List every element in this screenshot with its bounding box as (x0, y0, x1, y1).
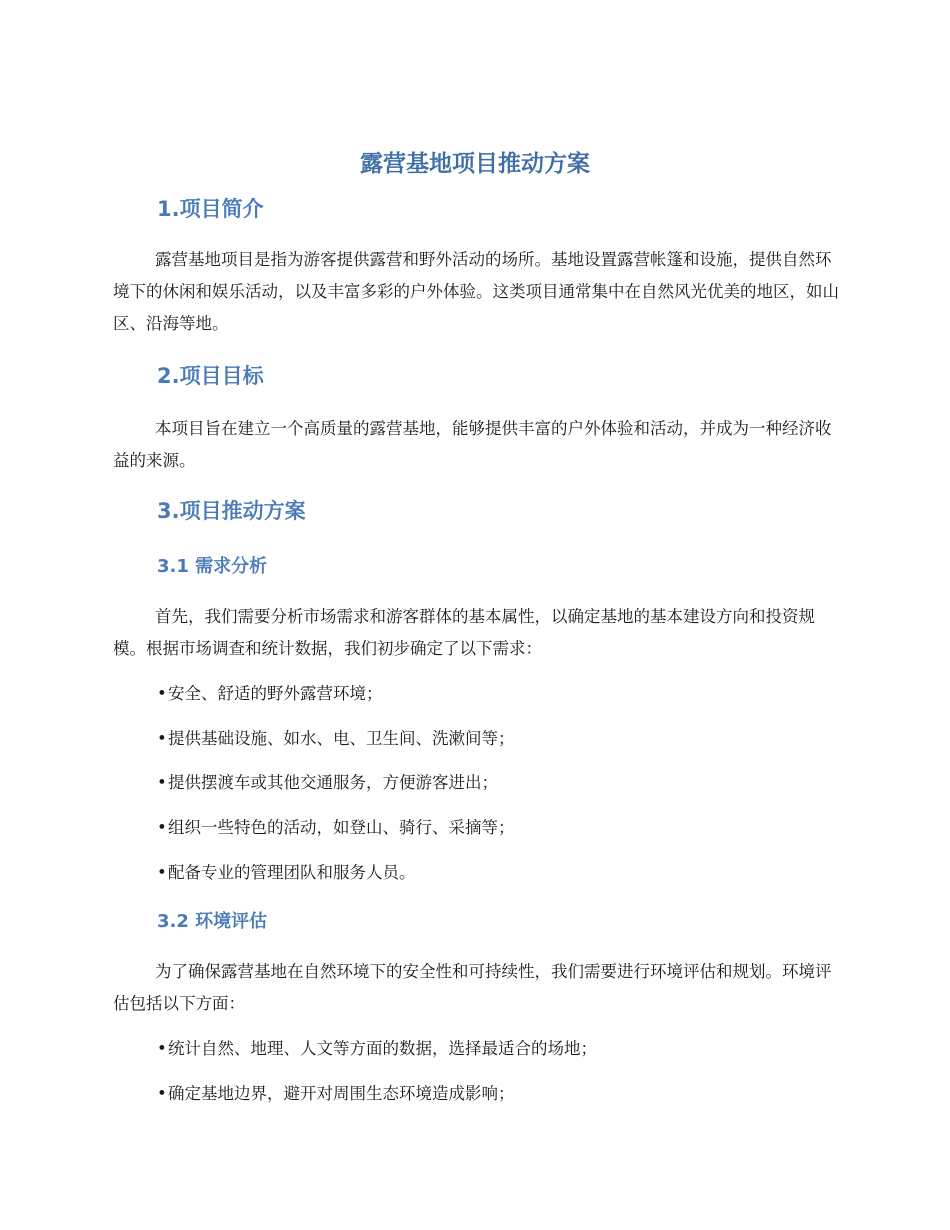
goal-paragraph: 本项目旨在建立一个高质量的露营基地，能够提供丰富的户外体验和活动，并成为一种经济收益的来源。 (113, 419, 832, 470)
demand-list-item: •组织一些特色的活动，如登山、骑行、采摘等； (157, 814, 847, 842)
section-heading-intro: 1.项目简介 (157, 197, 264, 221)
demand-list-item: •配备专业的管理团队和服务人员。 (157, 859, 847, 887)
section-heading-plan: 3.项目推动方案 (157, 499, 306, 523)
subsection-heading-environment: 3.2 环境评估 (157, 911, 268, 932)
demand-list-item: •提供基础设施、如水、电、卫生间、洗漱间等； (157, 725, 847, 753)
demand-list-item: •提供摆渡车或其他交通服务，方便游客进出； (157, 769, 847, 797)
subsection-heading-demand: 3.1 需求分析 (157, 556, 268, 577)
bullet-icon: • (157, 818, 167, 837)
intro-paragraph: 露营基地项目是指为游客提供露营和野外活动的场所。基地设置露营帐篷和设施，提供自然环境下的休闲和娱乐活动，以及丰富多彩的户外体验。这类项目通常集中在自然风光优美的地区，如山区、沿海等地。 (113, 250, 839, 333)
environment-list-item: •统计自然、地理、人文等方面的数据，选择最适合的场地； (157, 1035, 847, 1063)
demand-paragraph: 首先，我们需要分析市场需求和游客群体的基本属性，以确定基地的基本建设方向和投资规模。根据市场调查和统计数据，我们初步确定了以下需求： (113, 607, 815, 658)
bullet-icon: • (157, 1039, 167, 1058)
environment-list-item: •确定基地边界，避开对周围生态环境造成影响； (157, 1080, 847, 1108)
bullet-icon: • (157, 1084, 167, 1103)
section-heading-goal: 2.项目目标 (157, 364, 264, 388)
bullet-icon: • (157, 729, 167, 748)
environment-paragraph: 为了确保露营基地在自然环境下的安全性和可持续性，我们需要进行环境评估和规划。环境评估包括以下方面： (113, 962, 832, 1013)
document-title: 露营基地项目推动方案 (360, 151, 590, 177)
bullet-icon: • (157, 773, 167, 792)
bullet-icon: • (157, 684, 167, 703)
bullet-icon: • (157, 863, 167, 882)
demand-list-item: •安全、舒适的野外露营环境； (157, 680, 847, 708)
